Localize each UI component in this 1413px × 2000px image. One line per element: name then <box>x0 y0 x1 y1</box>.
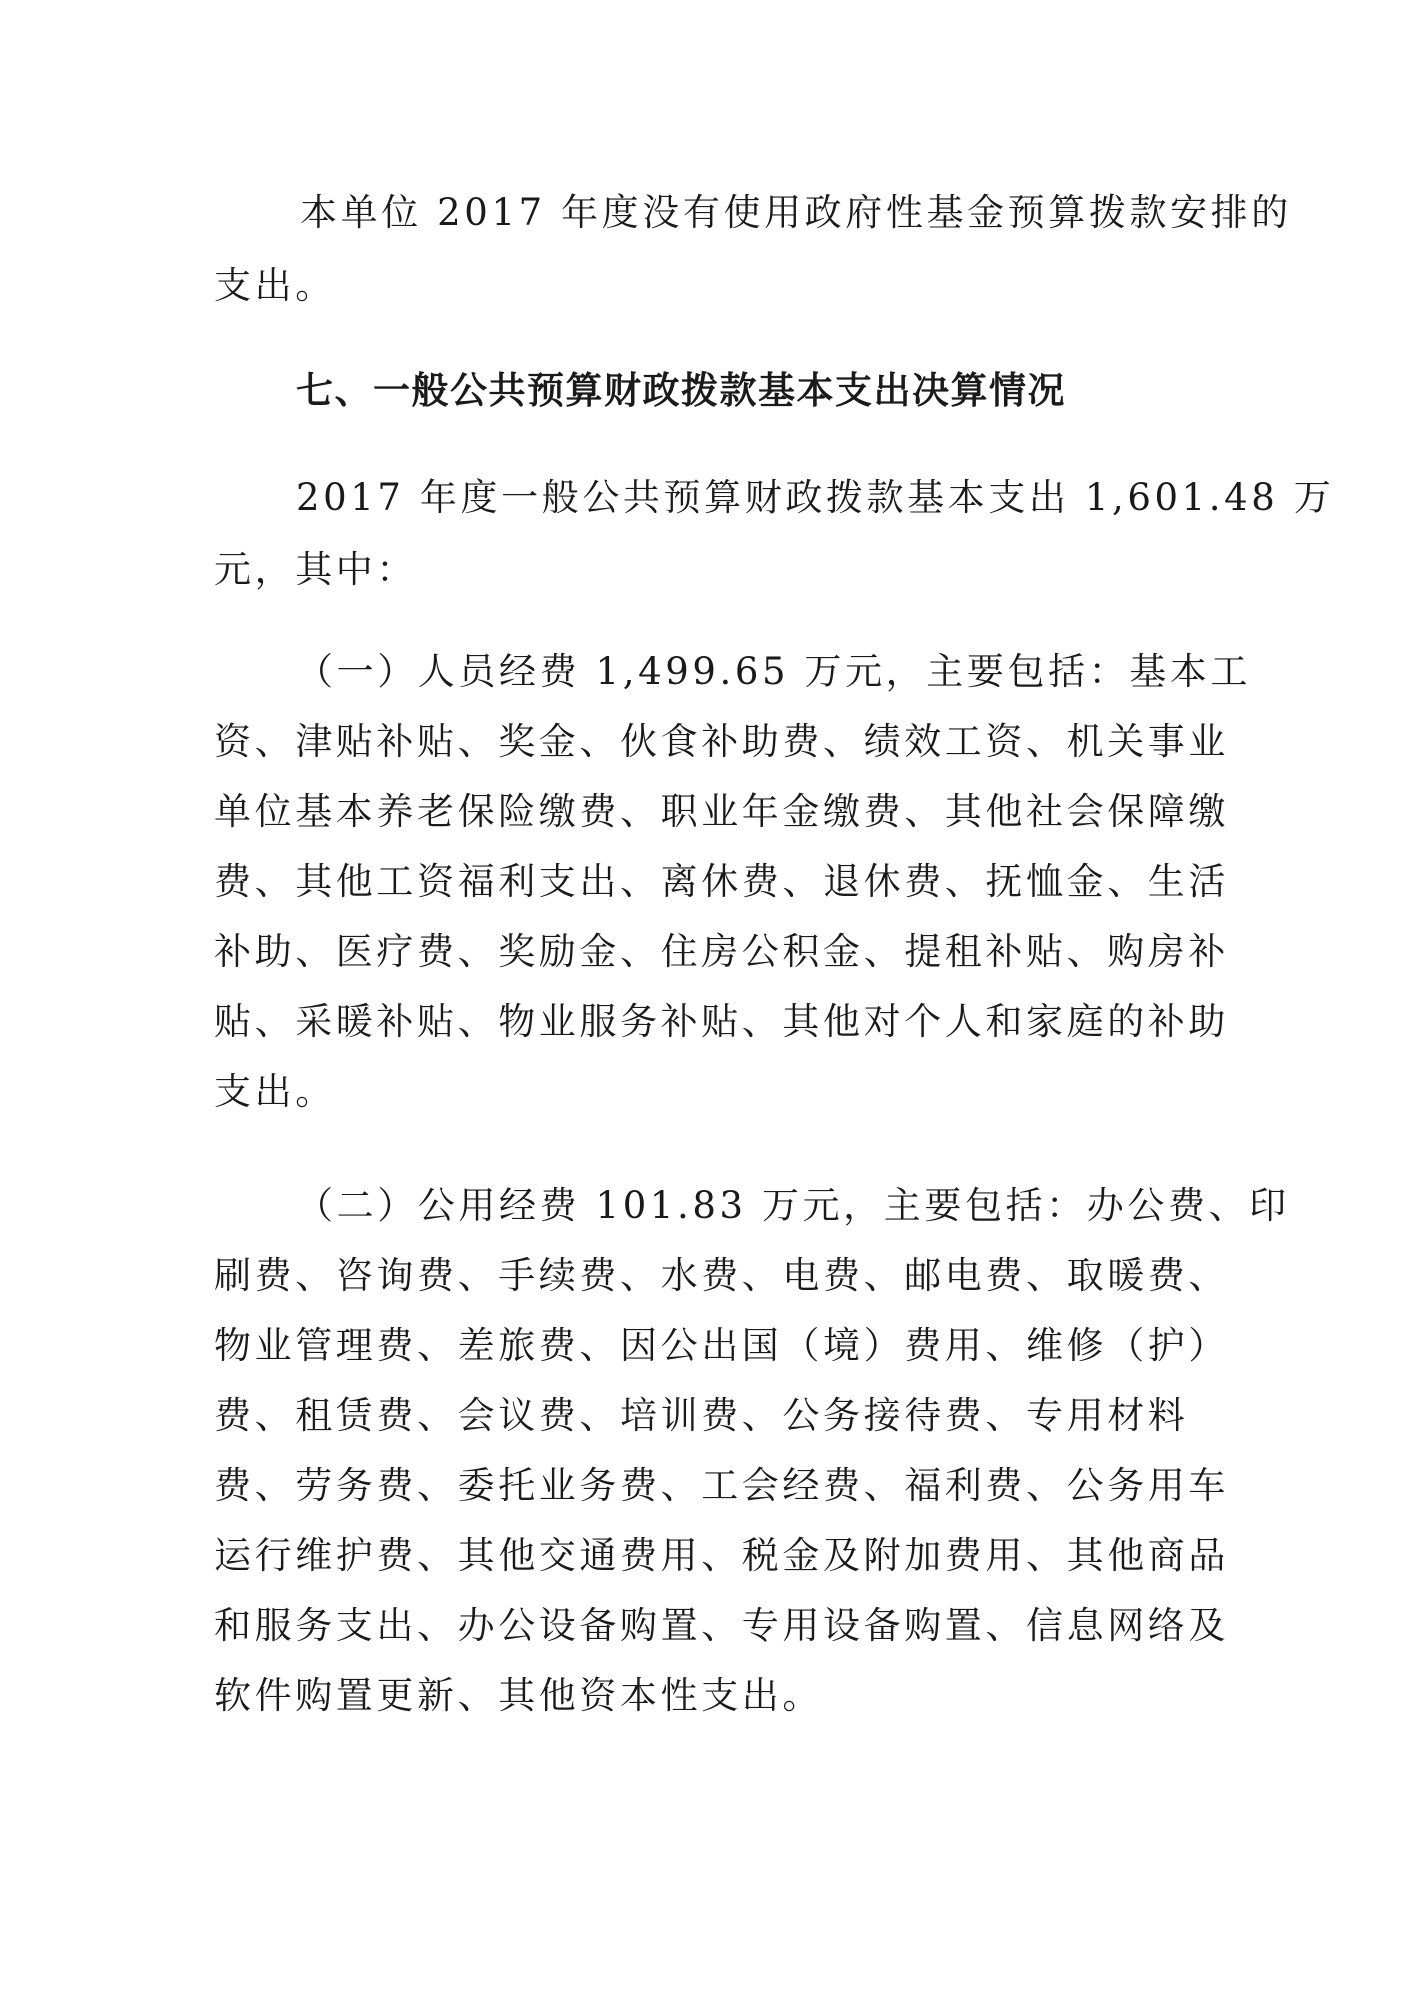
public-line-8: 软件购置更新、其他资本性支出。 <box>214 1674 823 1717</box>
personnel-line-4: 费、其他工资福利支出、离休费、退休费、抚恤金、生活 <box>214 860 1229 903</box>
summary-line-1: 2017 年度一般公共预算财政拨款基本支出 1,601.48 万 <box>296 476 1335 519</box>
section-heading: 七、一般公共预算财政拨款基本支出决算情况 <box>296 369 1066 412</box>
public-line-1: （二）公用经费 101.83 万元，主要包括：办公费、印 <box>296 1184 1290 1227</box>
public-line-7: 和服务支出、办公设备购置、专用设备购置、信息网络及 <box>214 1604 1229 1647</box>
summary-line-2: 元，其中： <box>214 548 417 591</box>
personnel-line-1: （一）人员经费 1,499.65 万元，主要包括：基本工 <box>296 650 1252 693</box>
intro-line-1: 本单位 2017 年度没有使用政府性基金预算拨款安排的 <box>300 191 1292 234</box>
public-line-6: 运行维护费、其他交通费用、税金及附加费用、其他商品 <box>214 1534 1229 1577</box>
personnel-line-7: 支出。 <box>214 1070 336 1113</box>
personnel-line-2: 资、津贴补贴、奖金、伙食补助费、绩效工资、机关事业 <box>214 720 1229 763</box>
intro-line-2: 支出。 <box>214 264 336 307</box>
public-line-5: 费、劳务费、委托业务费、工会经费、福利费、公务用车 <box>214 1464 1229 1507</box>
personnel-line-3: 单位基本养老保险缴费、职业年金缴费、其他社会保障缴 <box>214 790 1229 833</box>
personnel-line-5: 补助、医疗费、奖励金、住房公积金、提租补贴、购房补 <box>214 930 1229 973</box>
public-line-3: 物业管理费、差旅费、因公出国（境）费用、维修（护） <box>214 1324 1229 1367</box>
public-line-2: 刷费、咨询费、手续费、水费、电费、邮电费、取暖费、 <box>214 1254 1229 1297</box>
public-line-4: 费、租赁费、会议费、培训费、公务接待费、专用材料 <box>214 1394 1189 1437</box>
personnel-line-6: 贴、采暖补贴、物业服务补贴、其他对个人和家庭的补助 <box>214 1000 1229 1043</box>
